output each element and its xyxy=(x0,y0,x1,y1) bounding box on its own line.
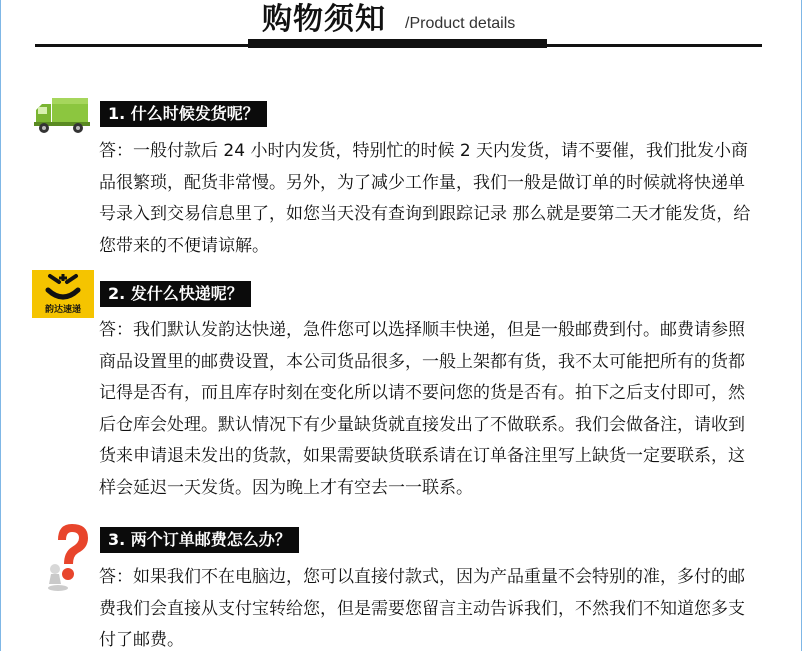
question-heading-3: 3. 两个订单邮费怎么办？ xyxy=(100,527,299,553)
question-heading-1: 1. 什么时候发货呢？ xyxy=(100,101,267,127)
question-heading-2: 2. 发什么快递呢？ xyxy=(100,281,251,307)
answer-text-2: 答：我们默认发韵达快递，急件您可以选择顺丰快递，但是一般邮费到付。邮费请参照商品设置里的邮费设置，本公司货品很多，一般上架都有货，我不太可能把所有的货都记得是否有，而且库存时刻在变化所以请不要问您的货是否有。拍下之后支付即可，然后仓库会处理。默认情况下有少量缺货就直接发出了不做联系。我们会做备注，请收到货来申请退未发出的货款，如果需要缺货联系请在订单备注里写上缺货一定要联系，这样会延迟一天发货。因为晚上才有空去一一联系。 xyxy=(99,320,745,498)
left-border-line xyxy=(0,0,1,651)
page-title: 购物须知 xyxy=(262,2,386,37)
yunda-express-logo-icon xyxy=(32,270,94,318)
answer-text-3: 答：如果我们不在电脑边，您可以直接付款式，因为产品重量不会特别的准，多付的邮费我们会直接从支付宝转给您，但是需要您留言主动告诉我们，不然我们不知道您多支付了邮费。 xyxy=(99,567,745,650)
truck-icon xyxy=(34,96,90,136)
answer-text-1: 答：一般付款后 24 小时内发货，特别忙的时候 2 天内发货，请不要催，我们批发小商品很繁琐，配货非常慢。另外，为了减少工作量，我们一般是做订单的时候就将快递单号录入到交易信息里了，如您当天没有查询到跟踪记录 那么就是要第二天才能发货，给您带来的不便请谅解。 xyxy=(99,141,751,256)
title-underline-accent xyxy=(248,39,547,48)
page-subtitle: /Product details xyxy=(405,15,516,32)
question-mark-figure-icon xyxy=(46,520,94,592)
logo-text: 韵达速递 xyxy=(44,305,81,315)
